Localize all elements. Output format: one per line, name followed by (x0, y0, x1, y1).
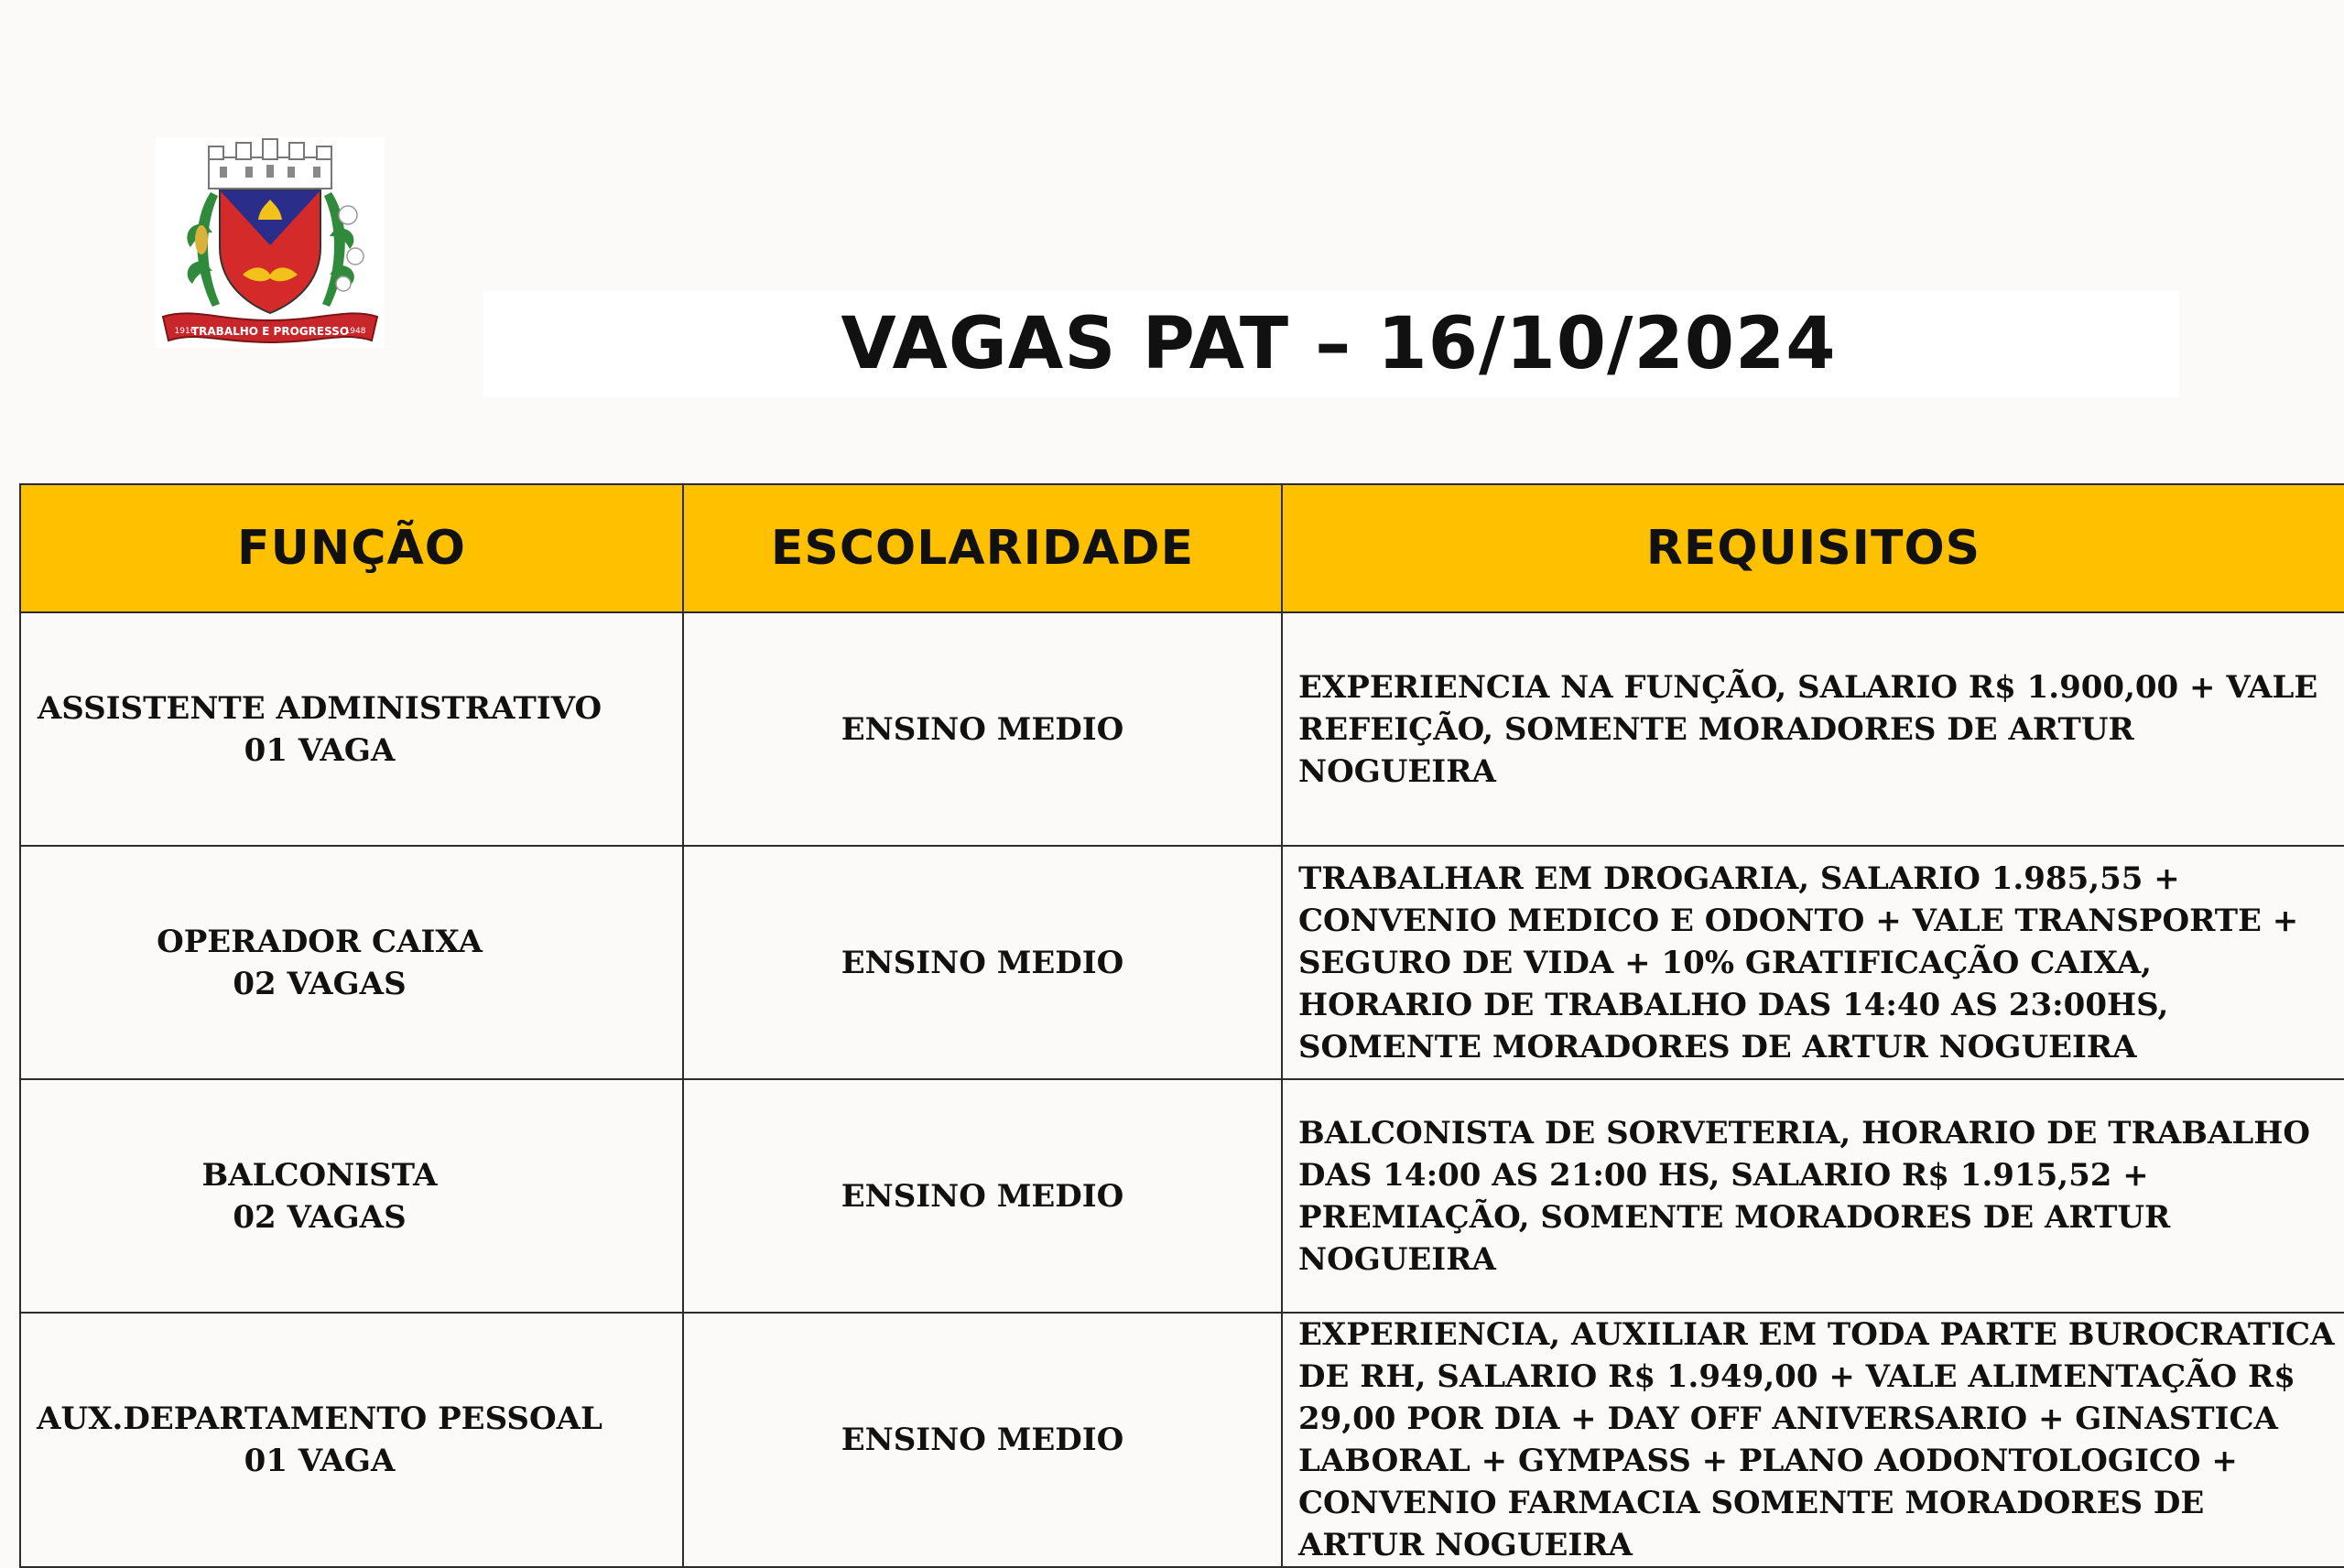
cell-funcao (20, 1079, 683, 1313)
header-funcao: FUNÇÃO (20, 484, 683, 612)
title-banner (483, 291, 2179, 397)
logo-year-left: 1916 (174, 327, 196, 336)
cell-escolaridade: ENSINO MEDIO (683, 846, 1282, 1079)
job-title: OPERADOR CAIXA (157, 923, 483, 960)
cell-requisitos: EXPERIENCIA, AUXILIAR EM TODA PARTE BUROCRATICA DE RH, SALARIO R$ 1.949,00 + VALE ALIMENTAÇÃO R$ 29,00 POR DIA + DAY OFF ANIVERSARIO + GINASTICA LABORAL + GYMPASS + PLANO AODONTOLOGICO + CONVENIO FARMACIA SOMENTE MORADORES DE ARTUR NOGUEIRA (1282, 1313, 2344, 1567)
logo-motto: TRABALHO E PROGRESSO (190, 325, 350, 338)
job-openings: 01 VAGA (244, 1443, 396, 1479)
cell-funcao (20, 846, 683, 1079)
table-row (20, 1079, 2344, 1313)
cell-requisitos: BALCONISTA DE SORVETERIA, HORARIO DE TRABALHO DAS 14:00 AS 21:00 HS, SALARIO R$ 1.915,52 + PREMIAÇÃO, SOMENTE MORADORES DE ARTUR NOGUEIRA (1282, 1079, 2344, 1313)
job-openings: 02 VAGAS (233, 1198, 407, 1236)
table-row (20, 846, 2344, 1079)
cell-funcao (20, 612, 683, 846)
cell-escolaridade: ENSINO MEDIO (683, 612, 1282, 846)
coat-of-arms-logo (156, 137, 385, 348)
job-vacancies-table (19, 483, 2344, 1568)
cell-funcao (20, 1313, 683, 1567)
cell-requisitos: EXPERIENCIA NA FUNÇÃO, SALARIO R$ 1.900,00 + VALE REFEIÇÃO, SOMENTE MORADORES DE ARTUR NOGUEIRA (1282, 612, 2344, 846)
job-openings: 02 VAGAS (233, 965, 407, 1002)
cell-escolaridade: ENSINO MEDIO (683, 1313, 1282, 1567)
job-openings: 01 VAGA (244, 731, 396, 769)
cell-escolaridade: ENSINO MEDIO (683, 1079, 1282, 1313)
table-row (20, 1313, 2344, 1567)
job-title: ASSISTENTE ADMINISTRATIVO (37, 689, 602, 727)
table-header-row (20, 484, 2344, 612)
logo-year-right: 1948 (344, 327, 366, 336)
page-title: VAGAS PAT – 16/10/2024 (841, 303, 1837, 385)
job-title: AUX.DEPARTAMENTO PESSOAL (37, 1400, 602, 1437)
table-row (20, 612, 2344, 846)
job-title: BALCONISTA (201, 1156, 438, 1194)
cell-requisitos: TRABALHAR EM DROGARIA, SALARIO 1.985,55 + CONVENIO MEDICO E ODONTO + VALE TRANSPORTE + SEGURO DE VIDA + 10% GRATIFICAÇÃO CAIXA, HORARIO DE TRABALHO DAS 14:40 AS 23:00HS, SOMENTE MORADORES DE ARTUR NOGUEIRA (1282, 846, 2344, 1079)
header-escolaridade: ESCOLARIDADE (683, 484, 1282, 612)
coat-of-arms-icon (156, 137, 385, 348)
header-requisitos: REQUISITOS (1282, 484, 2344, 612)
